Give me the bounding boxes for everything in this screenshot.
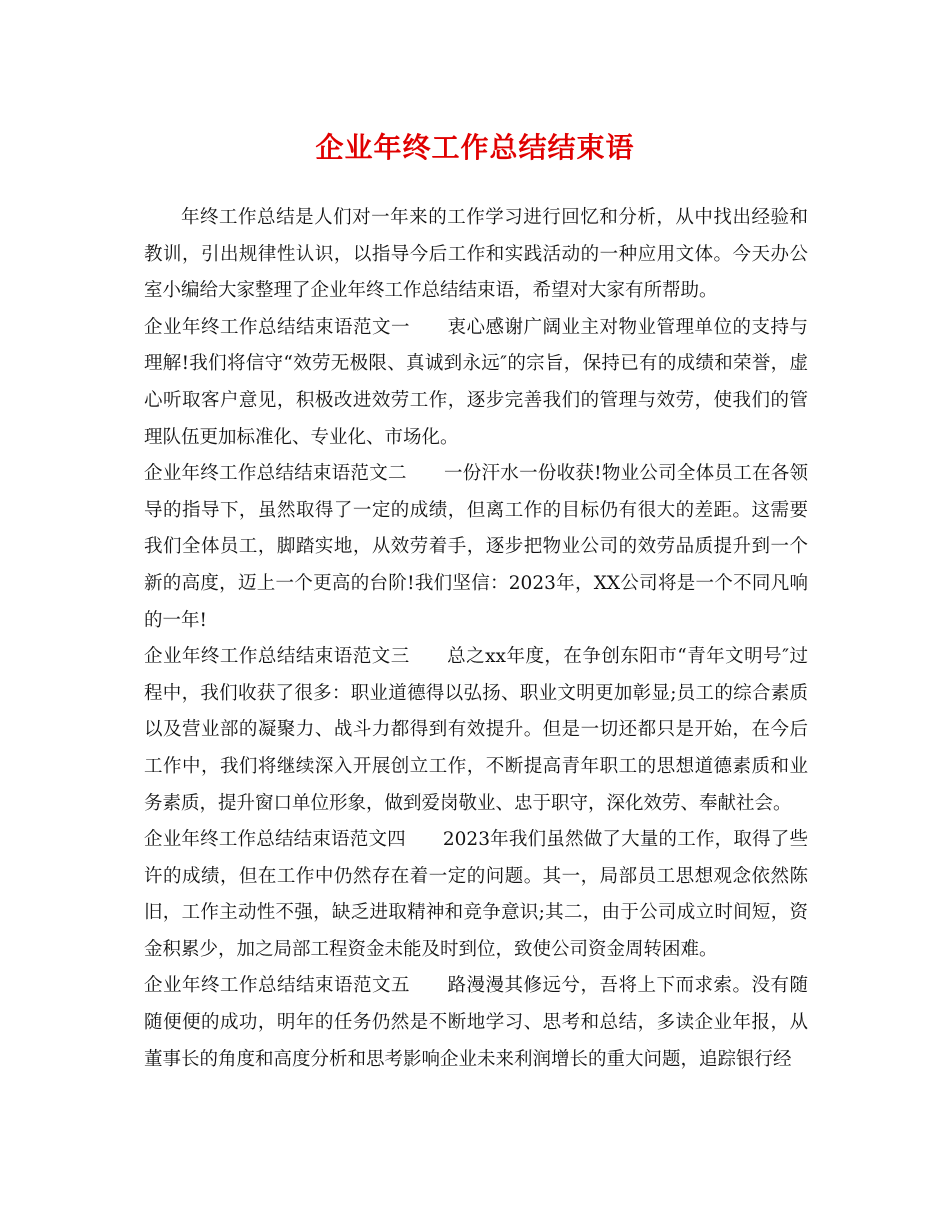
section-text-1: 衷心感谢广阔业主对物业管理单位的支持与理解!我们将信守“效劳无极限、真诚到永远″的宗旨，保持已有的成绩和荣誉，虚心听取客户意见，积极改进效劳工作，逐步完善我们的管理与效劳，使我们的管理队伍更加标准化、专业化、市场化。	[144, 316, 808, 448]
intro-paragraph: 年终工作总结是人们对一年来的工作学习进行回忆和分析，从中找出经验和教训，引出规律性认识，以指导今后工作和实践活动的一种应用文体。今天办公室小编给大家整理了企业年终工作总结结束语，希望对大家有所帮助。	[144, 207, 808, 302]
section-heading-2: 企业年终工作总结结束语范文二	[144, 463, 407, 485]
section-paragraph-3	[144, 639, 808, 822]
section-paragraph-5	[144, 968, 808, 1078]
document-body	[144, 200, 808, 1078]
section-heading-3: 企业年终工作总结结束语范文三	[144, 646, 410, 668]
section-text-4: 2023年我们虽然做了大量的工作，取得了些许的成绩，但在工作中仍然存在着一定的问题。其一，局部员工思想观念依然陈旧，工作主动性不强，缺乏进取精神和竞争意识;其二，由于公司成立时间短，资金积累少，加之局部工程资金未能及时到位，致使公司资金周转困难。	[144, 829, 808, 960]
section-paragraph-4	[144, 822, 808, 968]
section-text-2: 一份汗水一份收获!物业公司全体员工在各领导的指导下，虽然取得了一定的成绩，但离工作的目标仍有很大的差距。这需要我们全体员工，脚踏实地，从效劳着手，逐步把物业公司的效劳品质提升到一个新的高度，迈上一个更高的台阶!我们坚信：2023年，XX公司将是一个不同凡响的一年!	[144, 463, 808, 631]
section-heading-4: 企业年终工作总结结束语范文四	[144, 829, 406, 851]
section-paragraph-1	[144, 310, 808, 456]
section-paragraph-2	[144, 456, 808, 639]
section-heading-5: 企业年终工作总结结束语范文五	[144, 975, 410, 997]
section-heading-1: 企业年终工作总结结束语范文一	[144, 316, 410, 338]
document-title: 企业年终工作总结结束语	[315, 131, 635, 164]
section-text-5: 路漫漫其修远兮，吾将上下而求索。没有随随便便的成功，明年的任务仍然是不断地学习、思考和总结，多读企业年报，从董事长的角度和高度分析和思考影响企业未来利润增长的重大问题，追踪银行经	[144, 975, 808, 1070]
section-text-3: 总之xx年度，在争创东阳市“青年文明号″过程中，我们收获了很多：职业道德得以弘扬、职业文明更加彰显;员工的综合素质以及营业部的凝聚力、战斗力都得到有效提升。但是一切还都只是开始，在今后工作中，我们将继续深入开展创立工作，不断提高青年职工的思想道德素质和业务素质，提升窗口单位形象，做到爱岗敬业、忠于职守，深化效劳、奉献社会。	[144, 646, 808, 814]
